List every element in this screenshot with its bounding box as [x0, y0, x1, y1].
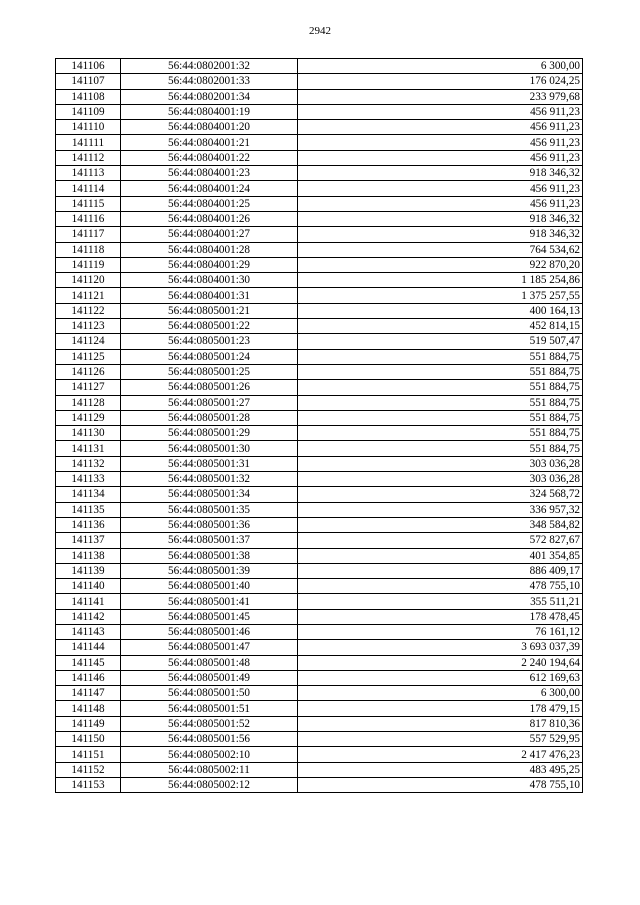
cadastral-value-cell: 456 911,23: [298, 181, 583, 196]
cadastral-number-cell: 56:44:0804001:20: [121, 120, 298, 135]
row-number-cell: 141152: [56, 762, 121, 777]
row-number-cell: 141113: [56, 166, 121, 181]
cadastral-value-cell: 572 827,67: [298, 533, 583, 548]
table-row: [56, 74, 583, 89]
cadastral-number-cell: 56:44:0805001:38: [121, 548, 298, 563]
cadastral-value-cell: 456 911,23: [298, 196, 583, 211]
table-row: [56, 349, 583, 364]
cadastral-value-cell: 478 755,10: [298, 579, 583, 594]
table-row: [56, 303, 583, 318]
cadastral-number-cell: 56:44:0804001:25: [121, 196, 298, 211]
cadastral-number-cell: 56:44:0804001:30: [121, 273, 298, 288]
cadastral-number-cell: 56:44:0802001:32: [121, 59, 298, 74]
cadastral-value-cell: 400 164,13: [298, 303, 583, 318]
cadastral-value-cell: 519 507,47: [298, 334, 583, 349]
cadastral-number-cell: 56:44:0805001:25: [121, 364, 298, 379]
table-row: [56, 609, 583, 624]
cadastral-number-cell: 56:44:0805001:31: [121, 456, 298, 471]
cadastral-number-cell: 56:44:0805001:46: [121, 624, 298, 639]
table-row: [56, 456, 583, 471]
row-number-cell: 141120: [56, 273, 121, 288]
row-number-cell: 141121: [56, 288, 121, 303]
cadastral-number-cell: 56:44:0804001:26: [121, 211, 298, 226]
cadastral-number-cell: 56:44:0804001:31: [121, 288, 298, 303]
cadastral-value-cell: 2 240 194,64: [298, 655, 583, 670]
table-row: [56, 624, 583, 639]
table-row: [56, 579, 583, 594]
cadastral-value-cell: 178 479,15: [298, 701, 583, 716]
row-number-cell: 141150: [56, 732, 121, 747]
cadastral-value-cell: 336 957,32: [298, 502, 583, 517]
cadastral-number-cell: 56:44:0805001:40: [121, 579, 298, 594]
cadastral-value-cell: 551 884,75: [298, 410, 583, 425]
table-row: [56, 640, 583, 655]
cadastral-value-cell: 3 693 037,39: [298, 640, 583, 655]
cadastral-number-cell: 56:44:0805002:12: [121, 777, 298, 792]
cadastral-number-cell: 56:44:0804001:23: [121, 166, 298, 181]
row-number-cell: 141128: [56, 395, 121, 410]
table-row: [56, 242, 583, 257]
cadastral-value-cell: 1 185 254,86: [298, 273, 583, 288]
cadastral-value-cell: 551 884,75: [298, 380, 583, 395]
table-row: [56, 364, 583, 379]
row-number-cell: 141108: [56, 89, 121, 104]
cadastral-number-cell: 56:44:0802001:33: [121, 74, 298, 89]
cadastral-number-cell: 56:44:0805001:52: [121, 716, 298, 731]
row-number-cell: 141116: [56, 211, 121, 226]
row-number-cell: 141132: [56, 456, 121, 471]
table-row: [56, 655, 583, 670]
table-row: [56, 686, 583, 701]
cadastral-number-cell: 56:44:0804001:24: [121, 181, 298, 196]
cadastral-number-cell: 56:44:0804001:21: [121, 135, 298, 150]
cadastral-value-cell: 6 300,00: [298, 59, 583, 74]
table-row: [56, 747, 583, 762]
cadastral-value-cell: 918 346,32: [298, 227, 583, 242]
table-row: [56, 517, 583, 532]
table-row: [56, 334, 583, 349]
table-row: [56, 777, 583, 792]
cadastral-number-cell: 56:44:0805001:51: [121, 701, 298, 716]
cadastral-number-cell: 56:44:0804001:22: [121, 150, 298, 165]
cadastral-number-cell: 56:44:0805001:21: [121, 303, 298, 318]
cadastral-value-cell: 478 755,10: [298, 777, 583, 792]
cadastral-value-cell: 922 870,20: [298, 257, 583, 272]
cadastral-value-cell: 764 534,62: [298, 242, 583, 257]
cadastral-value-cell: 176 024,25: [298, 74, 583, 89]
cadastral-number-cell: 56:44:0804001:19: [121, 104, 298, 119]
row-number-cell: 141127: [56, 380, 121, 395]
cadastral-value-cell: 551 884,75: [298, 364, 583, 379]
cadastral-value-cell: 886 409,17: [298, 563, 583, 578]
row-number-cell: 141142: [56, 609, 121, 624]
cadastral-number-cell: 56:44:0805001:29: [121, 426, 298, 441]
table-row: [56, 273, 583, 288]
table-row: [56, 716, 583, 731]
cadastral-number-cell: 56:44:0805001:37: [121, 533, 298, 548]
cadastral-number-cell: 56:44:0805001:23: [121, 334, 298, 349]
cadastral-value-cell: 551 884,75: [298, 349, 583, 364]
row-number-cell: 141140: [56, 579, 121, 594]
row-number-cell: 141144: [56, 640, 121, 655]
table-row: [56, 181, 583, 196]
row-number-cell: 141118: [56, 242, 121, 257]
cadastral-number-cell: 56:44:0805001:26: [121, 380, 298, 395]
table-row: [56, 472, 583, 487]
row-number-cell: 141125: [56, 349, 121, 364]
table-row: [56, 319, 583, 334]
row-number-cell: 141134: [56, 487, 121, 502]
cadastral-value-cell: 551 884,75: [298, 395, 583, 410]
table-row: [56, 670, 583, 685]
table-row: [56, 257, 583, 272]
row-number-cell: 141126: [56, 364, 121, 379]
table-row: [56, 150, 583, 165]
table-row: [56, 502, 583, 517]
cadastral-number-cell: 56:44:0804001:29: [121, 257, 298, 272]
table-row: [56, 594, 583, 609]
cadastral-value-cell: 355 511,21: [298, 594, 583, 609]
row-number-cell: 141149: [56, 716, 121, 731]
page-number: 2942: [309, 25, 331, 37]
cadastral-value-cell: 401 354,85: [298, 548, 583, 563]
row-number-cell: 141130: [56, 426, 121, 441]
row-number-cell: 141119: [56, 257, 121, 272]
cadastral-number-cell: 56:44:0802001:34: [121, 89, 298, 104]
cadastral-number-cell: 56:44:0805001:34: [121, 487, 298, 502]
cadastral-value-cell: 918 346,32: [298, 211, 583, 226]
cadastral-value-cell: 918 346,32: [298, 166, 583, 181]
table-row: [56, 426, 583, 441]
table-row: [56, 380, 583, 395]
cadastral-value-cell: 2 417 476,23: [298, 747, 583, 762]
cadastral-number-cell: 56:44:0805001:47: [121, 640, 298, 655]
cadastral-number-cell: 56:44:0805001:50: [121, 686, 298, 701]
row-number-cell: 141117: [56, 227, 121, 242]
cadastral-number-cell: 56:44:0804001:27: [121, 227, 298, 242]
row-number-cell: 141110: [56, 120, 121, 135]
row-number-cell: 141111: [56, 135, 121, 150]
cadastral-value-cell: 324 568,72: [298, 487, 583, 502]
cadastral-number-cell: 56:44:0805001:35: [121, 502, 298, 517]
row-number-cell: 141141: [56, 594, 121, 609]
table-row: [56, 548, 583, 563]
row-number-cell: 141146: [56, 670, 121, 685]
cadastral-number-cell: 56:44:0805002:10: [121, 747, 298, 762]
row-number-cell: 141133: [56, 472, 121, 487]
row-number-cell: 141135: [56, 502, 121, 517]
table-row: [56, 533, 583, 548]
row-number-cell: 141109: [56, 104, 121, 119]
table-row: [56, 120, 583, 135]
row-number-cell: 141107: [56, 74, 121, 89]
row-number-cell: 141138: [56, 548, 121, 563]
table-row: [56, 288, 583, 303]
cadastral-value-cell: 551 884,75: [298, 441, 583, 456]
cadastral-number-cell: 56:44:0805001:32: [121, 472, 298, 487]
row-number-cell: 141122: [56, 303, 121, 318]
cadastral-value-cell: 456 911,23: [298, 135, 583, 150]
cadastral-value-cell: 178 478,45: [298, 609, 583, 624]
table-row: [56, 104, 583, 119]
row-number-cell: 141115: [56, 196, 121, 211]
table-row: [56, 227, 583, 242]
cadastral-number-cell: 56:44:0805001:41: [121, 594, 298, 609]
table-row: [56, 135, 583, 150]
table-row: [56, 487, 583, 502]
table-row: [56, 410, 583, 425]
table-row: [56, 196, 583, 211]
cadastral-value-cell: 303 036,28: [298, 472, 583, 487]
cadastral-number-cell: 56:44:0805001:22: [121, 319, 298, 334]
cadastral-value-cell: 76 161,12: [298, 624, 583, 639]
cadastral-value-cell: 456 911,23: [298, 120, 583, 135]
row-number-cell: 141143: [56, 624, 121, 639]
row-number-cell: 141112: [56, 150, 121, 165]
table-row: [56, 59, 583, 74]
row-number-cell: 141129: [56, 410, 121, 425]
row-number-cell: 141139: [56, 563, 121, 578]
cadastral-value-cell: 557 529,95: [298, 732, 583, 747]
table-row: [56, 89, 583, 104]
row-number-cell: 141131: [56, 441, 121, 456]
cadastral-value-cell: 483 495,25: [298, 762, 583, 777]
row-number-cell: 141145: [56, 655, 121, 670]
cadastral-value-cell: 1 375 257,55: [298, 288, 583, 303]
row-number-cell: 141147: [56, 686, 121, 701]
cadastral-number-cell: 56:44:0805001:56: [121, 732, 298, 747]
table-row: [56, 701, 583, 716]
cadastral-number-cell: 56:44:0805001:30: [121, 441, 298, 456]
table-row: [56, 563, 583, 578]
cadastral-number-cell: 56:44:0804001:28: [121, 242, 298, 257]
row-number-cell: 141136: [56, 517, 121, 532]
cadastral-value-cell: 456 911,23: [298, 104, 583, 119]
cadastral-value-table: [55, 58, 583, 793]
cadastral-number-cell: 56:44:0805001:45: [121, 609, 298, 624]
row-number-cell: 141153: [56, 777, 121, 792]
cadastral-number-cell: 56:44:0805001:24: [121, 349, 298, 364]
cadastral-number-cell: 56:44:0805001:39: [121, 563, 298, 578]
table-row: [56, 395, 583, 410]
table-body: [56, 59, 583, 793]
table-row: [56, 732, 583, 747]
cadastral-value-cell: 551 884,75: [298, 426, 583, 441]
table-row: [56, 441, 583, 456]
cadastral-number-cell: 56:44:0805002:11: [121, 762, 298, 777]
cadastral-value-cell: 6 300,00: [298, 686, 583, 701]
table-row: [56, 166, 583, 181]
cadastral-value-cell: 452 814,15: [298, 319, 583, 334]
row-number-cell: 141151: [56, 747, 121, 762]
cadastral-value-cell: 612 169,63: [298, 670, 583, 685]
cadastral-value-cell: 233 979,68: [298, 89, 583, 104]
cadastral-value-cell: 456 911,23: [298, 150, 583, 165]
row-number-cell: 141124: [56, 334, 121, 349]
cadastral-number-cell: 56:44:0805001:48: [121, 655, 298, 670]
row-number-cell: 141137: [56, 533, 121, 548]
table-row: [56, 762, 583, 777]
cadastral-value-cell: 817 810,36: [298, 716, 583, 731]
table-row: [56, 211, 583, 226]
cadastral-number-cell: 56:44:0805001:36: [121, 517, 298, 532]
cadastral-number-cell: 56:44:0805001:49: [121, 670, 298, 685]
row-number-cell: 141106: [56, 59, 121, 74]
row-number-cell: 141123: [56, 319, 121, 334]
row-number-cell: 141114: [56, 181, 121, 196]
cadastral-number-cell: 56:44:0805001:28: [121, 410, 298, 425]
cadastral-value-cell: 348 584,82: [298, 517, 583, 532]
row-number-cell: 141148: [56, 701, 121, 716]
cadastral-number-cell: 56:44:0805001:27: [121, 395, 298, 410]
cadastral-value-cell: 303 036,28: [298, 456, 583, 471]
